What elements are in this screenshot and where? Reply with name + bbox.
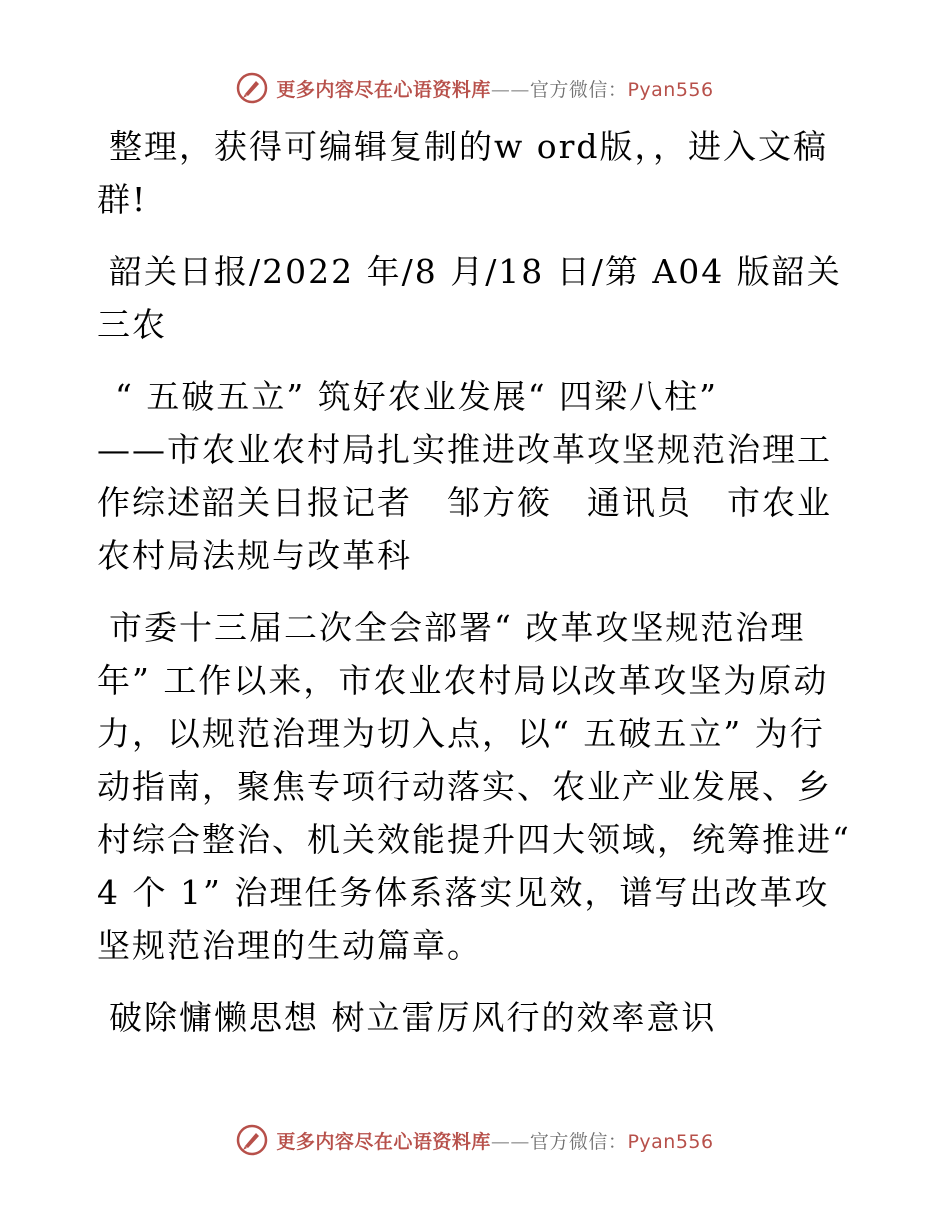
intro-paragraph: 整理，获得可编辑复制的w ord版，，进入文稿群!	[97, 127, 829, 219]
article-subheadline: ——市农业农村局扎实推进改革攻坚规范治理工作综述韶关日报记者 邹方筱 通讯员 市农业农村局法规与改革科	[97, 430, 832, 575]
quill-logo-icon	[236, 72, 268, 104]
watermark-wechat-id: Pyan556	[627, 78, 714, 101]
watermark-dash: ——	[490, 78, 530, 101]
article-body-paragraph: 市委十三届二次全会部署“ 改革攻坚规范治理年” 工作以来，市农业农村局以改革攻坚为原动力，以规范治理为切入点，以“ 五破五立” 为行动指南，聚焦专项行动落实、农业产业发展、乡村综合整治、机关效能提升四大领域，统筹推进“ 4 个 1” 治理任务体系落实见效，谱写出改革攻坚规范治理的生动篇章。	[97, 608, 851, 965]
watermark-main-text: 更多内容尽在心语资料库	[276, 1130, 491, 1153]
watermark-wechat-label: 官方微信：	[529, 78, 628, 101]
document-body	[97, 120, 857, 1044]
watermark-main-text: 更多内容尽在心语资料库	[276, 78, 491, 101]
quill-logo-icon	[236, 1124, 268, 1156]
article-headline: “ 五破五立” 筑好农业发展“ 四梁八柱”	[115, 377, 718, 416]
watermark-wechat-label: 官方微信：	[529, 1130, 628, 1153]
watermark-dash: ——	[490, 1130, 530, 1153]
source-line: 韶关日报/2022 年/8 月/18 日/第 A04 版韶关三农	[97, 252, 842, 344]
section-heading: 破除慵懒思想 树立雷厉风行的效率意识	[109, 998, 717, 1037]
watermark-wechat-id: Pyan556	[627, 1130, 714, 1153]
watermark-footer	[0, 1124, 950, 1156]
watermark-header	[0, 72, 950, 104]
